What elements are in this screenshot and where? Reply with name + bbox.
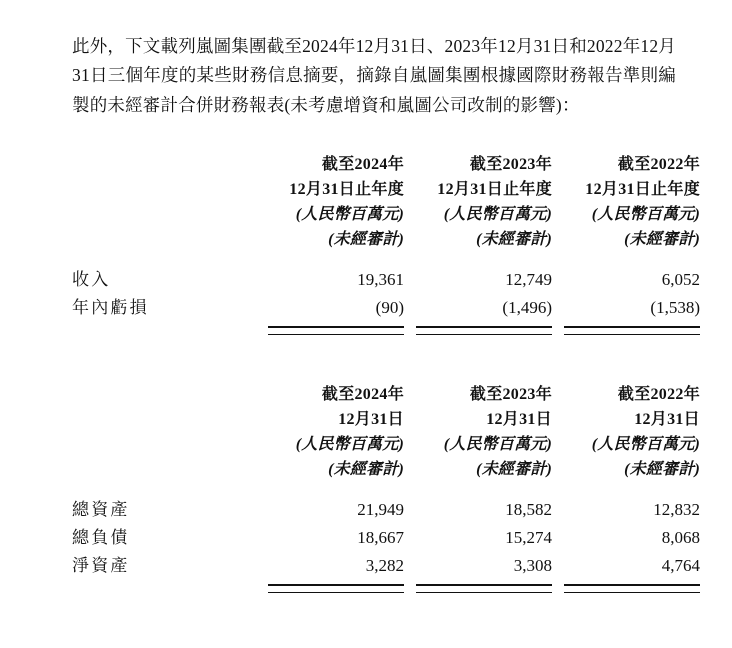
rule-gap [552,580,564,593]
column-header-2023 [416,152,552,252]
cell-gap [552,524,564,552]
cell-gap [552,552,564,580]
rule-gap [404,322,416,335]
table-row [72,552,700,580]
header-line-date: 12月31日 [634,411,700,428]
spacer-cell [268,482,404,496]
header-gap [552,152,564,252]
header-line-audit-status: (未經審計) [476,461,552,478]
header-line-unit: (人民幣百萬元) [443,436,552,453]
cell-total-assets-2024: 21,949 [357,500,404,519]
column-header-2024 [268,152,404,252]
header-line-date: 12月31日止年度 [289,181,404,198]
header-line-period: 截至2024年 [321,156,404,173]
header-line-date: 12月31日 [486,411,552,428]
header-spacer [72,152,268,252]
intro-paragraph: 此外，下文載列嵐圖集團截至2024年12月31日、2023年12月31日和2022年12月31日三個年度的某些財務信息摘要，摘錄自嵐圖集團根據國際財務報告準則編製的未經審計合併財務報表(未考慮增資和嵐圖公司改制的影響)： [72,35,676,115]
table-row [72,496,700,524]
header-line-date: 12月31日止年度 [437,181,552,198]
cell-net-assets-2023: 3,308 [513,556,552,575]
double-rule-2022 [564,322,700,335]
rule-spacer [72,580,268,593]
spacer-cell [404,252,416,266]
header-line-period: 截至2023年 [469,386,552,403]
spacer-cell [268,252,404,266]
cell-gap [404,294,416,322]
spacer-cell [72,482,268,496]
double-rule-2023 [416,322,552,335]
header-gap [404,152,416,252]
spacer-cell [416,482,552,496]
double-rule-2024 [268,580,404,593]
cell-gap [552,294,564,322]
header-spacer [72,382,268,482]
rule-gap [404,580,416,593]
header-line-unit: (人民幣百萬元) [591,436,700,453]
spacer-cell [564,252,700,266]
header-line-unit: (人民幣百萬元) [591,206,700,223]
row-label-total-liabilities: 總負債 [72,528,130,547]
table-row [72,294,700,322]
header-line-audit-status: (未經審計) [328,231,404,248]
header-line-unit: (人民幣百萬元) [443,206,552,223]
spacer-cell [72,252,268,266]
header-line-unit: (人民幣百萬元) [295,206,404,223]
cell-net-assets-2022: 4,764 [661,556,700,575]
cell-total-assets-2023: 18,582 [505,500,552,519]
header-line-unit: (人民幣百萬元) [295,436,404,453]
cell-net-assets-2024: 3,282 [365,556,404,575]
spacer-cell [552,482,564,496]
table-header-row [72,382,700,482]
header-line-period: 截至2022年 [617,386,700,403]
cell-gap [404,552,416,580]
double-rule-2023 [416,580,552,593]
spacer-cell [564,482,700,496]
rule-spacer [72,322,268,335]
spacer-cell [404,482,416,496]
cell-revenue-2024: 19,361 [357,270,404,289]
header-line-period: 截至2022年 [617,156,700,173]
row-label-revenue: 收入 [72,270,111,289]
header-line-period: 截至2023年 [469,156,552,173]
column-header-2022 [564,382,700,482]
column-header-2022 [564,152,700,252]
header-line-date: 12月31日 [338,411,404,428]
cell-annual-loss-2023: (1,496) [502,298,552,317]
spacer-cell [552,252,564,266]
header-line-audit-status: (未經審計) [476,231,552,248]
double-rule-2022 [564,580,700,593]
row-label-total-assets: 總資產 [72,500,130,519]
cell-gap [552,496,564,524]
header-line-date: 12月31日止年度 [585,181,700,198]
cell-total-liabilities-2022: 8,068 [661,528,700,547]
cell-total-liabilities-2023: 15,274 [505,528,552,547]
column-header-2023 [416,382,552,482]
cell-revenue-2022: 6,052 [661,270,700,289]
spacer-cell [416,252,552,266]
row-label-annual-loss: 年內虧損 [72,298,149,317]
cell-gap [552,266,564,294]
cell-revenue-2023: 12,749 [505,270,552,289]
cell-annual-loss-2022: (1,538) [650,298,700,317]
table-header-row [72,152,700,252]
income-statement-table [72,152,700,335]
header-gap [404,382,416,482]
table-rule-row [72,580,700,593]
cell-annual-loss-2024: (90) [375,298,404,317]
header-line-audit-status: (未經審計) [624,231,700,248]
table-rule-row [72,322,700,335]
header-gap [552,382,564,482]
cell-gap [404,266,416,294]
header-line-audit-status: (未經審計) [328,461,404,478]
header-line-audit-status: (未經審計) [624,461,700,478]
header-spacer-row [72,482,700,496]
double-rule-2024 [268,322,404,335]
row-label-net-assets: 淨資產 [72,556,130,575]
header-line-period: 截至2024年 [321,386,404,403]
cell-gap [404,496,416,524]
column-header-2024 [268,382,404,482]
header-spacer-row [72,252,700,266]
table-row [72,524,700,552]
cell-total-assets-2022: 12,832 [653,500,700,519]
table-row [72,266,700,294]
cell-total-liabilities-2024: 18,667 [357,528,404,547]
cell-gap [404,524,416,552]
rule-gap [552,322,564,335]
balance-sheet-table [72,382,700,593]
